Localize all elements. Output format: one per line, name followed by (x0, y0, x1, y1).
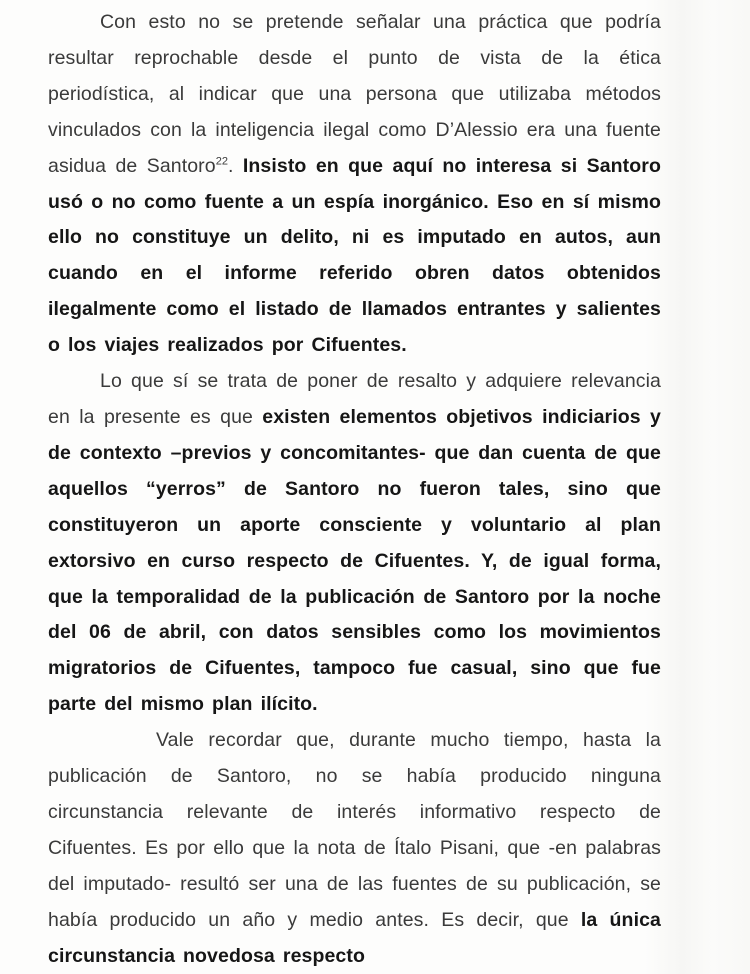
bold-text-segment: la única circunstancia novedosa respecto (48, 908, 661, 967)
text-segment: . (227, 154, 243, 177)
paragraph-2 (48, 364, 661, 723)
paragraph-3 (48, 723, 661, 974)
text-segment: Lo que sí se trata de poner de resalto y adquiere relevancia en la presente es que (48, 370, 661, 428)
text-segment: Con esto no se pretende señalar una práctica que podría resultar reprochable desde el punto de vista de la ética periodística, al indicar que una persona que utilizaba métodos vinculados con la inteligencia ilegal como D’Alessio era una fuente asidua de Santoro (48, 11, 661, 177)
bold-text-segment: Insisto en que aquí no interesa si Santoro usó o no como fuente a un espía inorgánico. Eso en sí mismo ello no constituye un delito, ni es imputado en autos, aun cuando en el informe referido obren datos obtenidos ilegalmente como el listado de llamados entrantes y salientes o los viajes realizados por Cifuentes. (48, 154, 661, 357)
text-segment: Vale recordar que, durante mucho tiempo, hasta la publicación de Santoro, no se había producido ninguna circunstancia relevante de interés informativo respecto de Cifuentes. Es por ello que la nota de Ítalo Pisani, que -en palabras del imputado- resultó ser una de las fuentes de su publicación, se había producido un año y medio antes. Es decir, que (48, 729, 661, 931)
document-content (48, 5, 661, 974)
bold-text-segment: existen elementos objetivos indiciarios y de contexto –previos y concomitantes- que dan cuenta de que aquellos “yerros” de Santoro no fueron tales, sino que constituyeron un aporte consciente y voluntario al plan extorsivo en curso respecto de Cifuentes. Y, de igual forma, que la temporalidad de la publicación de Santoro por la noche del 06 de abril, con datos sensibles como los movimientos migratorios de Cifuentes, tampoco fue casual, sino que fue parte del mismo plan ilícito. (48, 405, 661, 716)
paragraph-1 (48, 5, 661, 364)
footnote-marker: 22 (215, 155, 228, 168)
